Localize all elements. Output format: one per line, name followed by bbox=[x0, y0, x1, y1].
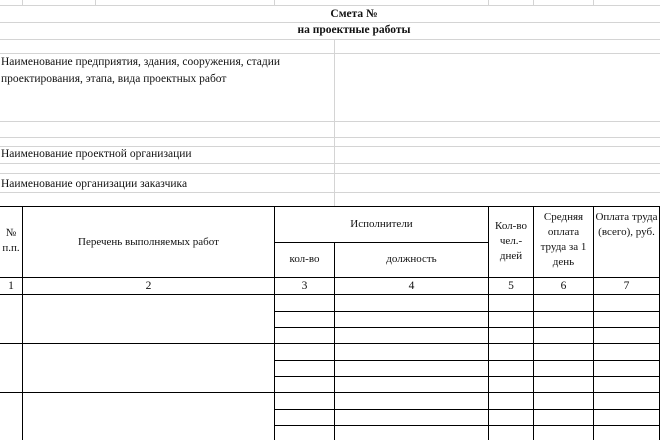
table-row[interactable] bbox=[0, 393, 660, 440]
enterprise-name-label-line1: Наименование предприятия, здания, сооружения, стадии bbox=[1, 56, 281, 68]
col-number-1: 1 bbox=[8, 280, 14, 292]
customer-organization-label: Наименование организации заказчика bbox=[1, 178, 188, 190]
design-organization-label: Наименование проектной организации bbox=[1, 148, 192, 160]
col-header-average-pay: Средняя оплата труда за 1 день bbox=[540, 211, 587, 268]
col-header-man-days: Кол-во чел.-дней bbox=[495, 220, 527, 262]
col-header-position: должность bbox=[386, 253, 437, 265]
estimate-title: Смета № bbox=[330, 8, 378, 20]
estimate-subtitle: на проектные работы bbox=[297, 24, 411, 36]
col-header-quantity: кол-во bbox=[289, 253, 320, 265]
table-row[interactable] bbox=[0, 344, 660, 392]
col-number-2: 2 bbox=[145, 280, 152, 292]
col-number-7: 7 bbox=[623, 280, 630, 292]
col-header-executors: Исполнители bbox=[350, 218, 413, 230]
col-header-number: № п.п. bbox=[2, 227, 20, 254]
table-row[interactable] bbox=[0, 295, 660, 343]
col-number-6: 6 bbox=[560, 280, 567, 292]
col-number-4: 4 bbox=[408, 280, 415, 292]
col-number-5: 5 bbox=[508, 280, 514, 292]
col-header-works-list: Перечень выполняемых работ bbox=[78, 236, 219, 248]
enterprise-name-label-line2: проектирования, этапа, вида проектных работ bbox=[1, 73, 227, 85]
col-number-3: 3 bbox=[301, 280, 308, 292]
col-header-total-pay: Оплата труда (всего), руб. bbox=[595, 211, 658, 238]
